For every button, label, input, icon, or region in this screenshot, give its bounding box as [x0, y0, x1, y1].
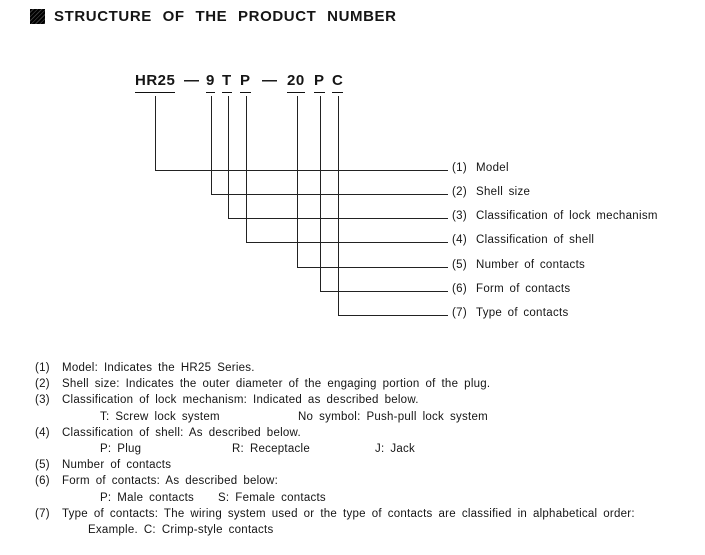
type-example-text: Example. C: Crimp-style contacts	[88, 524, 274, 537]
section-marker-icon	[30, 9, 45, 24]
connector-line-7	[338, 96, 448, 316]
note-number: (7)	[35, 507, 50, 520]
note-text: Form of contacts: As described below:	[62, 475, 279, 488]
code-segment-shell: P	[240, 72, 251, 93]
note-lock-mechanism	[35, 392, 690, 408]
callout-number: (6)	[452, 283, 467, 295]
note-text: Classification of shell: As described below.	[62, 426, 301, 439]
note-shell-size	[35, 376, 690, 392]
shell-option-jack: J: Jack	[375, 443, 416, 456]
note-number: (5)	[35, 459, 50, 472]
code-segment-contacts: 20	[287, 72, 305, 93]
form-option-female: S: Female contacts	[218, 491, 326, 504]
note-number: (3)	[35, 394, 50, 407]
note-text: Model: Indicates the HR25 Series.	[62, 362, 255, 374]
note-text: Classification of lock mechanism: Indicated as described below.	[62, 394, 419, 407]
lock-option-pushpull: No symbol: Push-pull lock system	[298, 410, 488, 423]
note-text: Shell size: Indicates the outer diameter of the engaging portion of the plug.	[62, 378, 491, 391]
callout-label: Model	[476, 162, 509, 174]
note-number-of-contacts	[35, 457, 690, 473]
callout-number: (1)	[452, 162, 467, 174]
callout-number: (7)	[452, 307, 467, 319]
note-number: (1)	[35, 362, 50, 374]
callout-shell-size	[452, 186, 530, 198]
code-segment-lock: T	[222, 72, 232, 93]
callout-number-of-contacts	[452, 259, 585, 271]
section-header	[30, 8, 397, 25]
code-segment-form: P	[314, 72, 325, 93]
callout-shell-class	[452, 234, 594, 246]
note-type-of-contacts	[35, 506, 690, 522]
code-segment-shellsize: 9	[206, 72, 215, 93]
notes-section	[35, 360, 690, 538]
shell-option-plug: P: Plug	[100, 443, 142, 456]
note-number: (4)	[35, 426, 50, 439]
note-form-options	[35, 490, 690, 506]
callout-number: (5)	[452, 259, 467, 271]
code-segment-model: HR25	[135, 72, 175, 93]
note-number: (2)	[35, 378, 50, 391]
code-dash-2: —	[262, 72, 278, 89]
note-form-of-contacts	[35, 473, 690, 489]
callout-label: Number of contacts	[476, 259, 586, 271]
callout-number: (3)	[452, 210, 467, 222]
callout-label: Shell size	[476, 186, 531, 198]
callout-type-of-contacts	[452, 307, 569, 319]
callout-form-of-contacts	[452, 283, 570, 295]
shell-option-receptacle: R: Receptacle	[232, 443, 310, 456]
form-option-male: P: Male contacts	[100, 491, 195, 504]
note-type-example	[35, 522, 690, 538]
page-title: STRUCTURE OF THE PRODUCT NUMBER	[54, 8, 397, 25]
callout-number: (4)	[452, 234, 467, 246]
callout-label: Type of contacts	[476, 307, 569, 319]
code-segment-type: C	[332, 72, 343, 93]
note-lock-options	[35, 409, 690, 425]
note-number: (6)	[35, 475, 50, 488]
callout-model	[452, 162, 509, 174]
note-shell-class	[35, 425, 690, 441]
lock-option-screw: T: Screw lock system	[100, 410, 220, 423]
note-text: Type of contacts: The wiring system used or the type of contacts are classified in alphabetical order:	[62, 507, 635, 520]
callout-label: Classification of shell	[476, 234, 595, 246]
note-text: Number of contacts	[62, 459, 172, 472]
code-dash-1: —	[184, 72, 200, 89]
callout-number: (2)	[452, 186, 467, 198]
note-shell-options	[35, 441, 690, 457]
callout-label: Classification of lock mechanism	[476, 210, 658, 222]
callout-lock-mechanism	[452, 210, 658, 222]
note-model	[35, 360, 690, 376]
callout-label: Form of contacts	[476, 283, 571, 295]
